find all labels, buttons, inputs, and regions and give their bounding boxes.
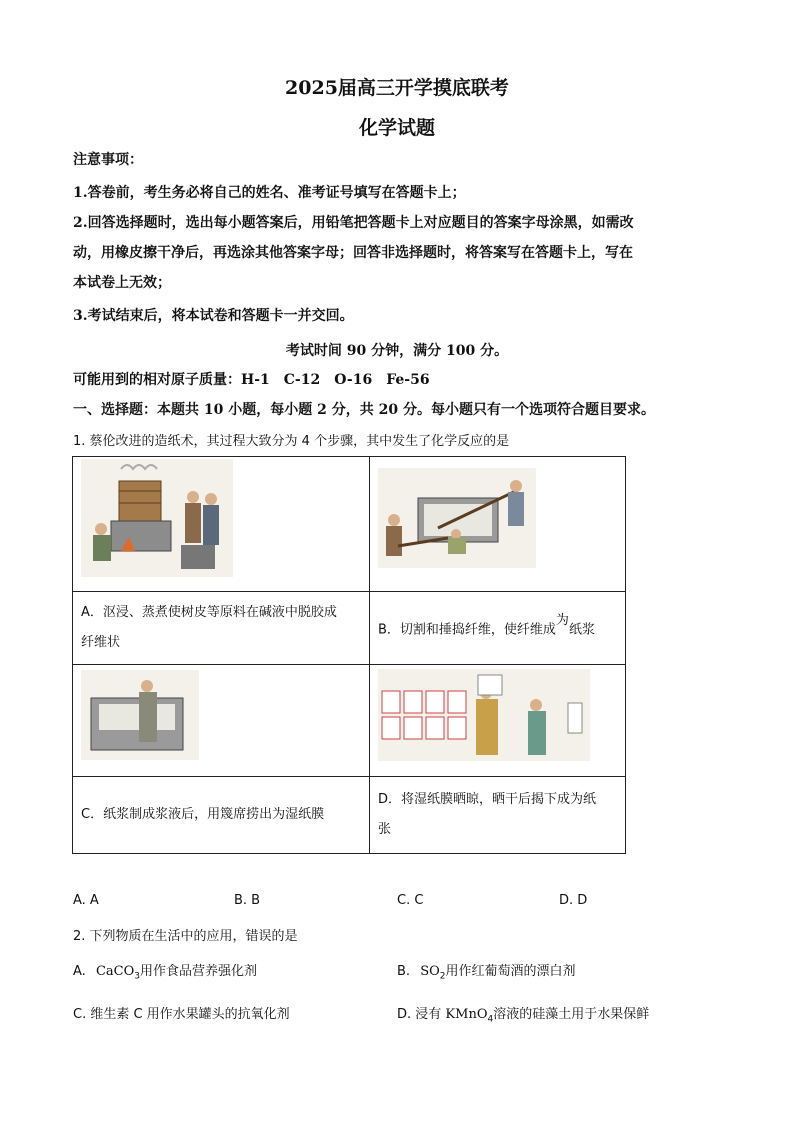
q2-option-a bbox=[73, 960, 257, 982]
q2-option-b bbox=[397, 960, 576, 982]
steaming-illustration bbox=[81, 459, 233, 577]
q1-option-c: C. C bbox=[397, 893, 424, 908]
pounding-illustration bbox=[378, 468, 536, 568]
cell-a-text-line-1: A．沤浸、蒸煮使树皮等原料在碱液中脱胶成 bbox=[81, 605, 337, 620]
image-cell-d bbox=[370, 665, 626, 777]
q2-d-sub: 4 bbox=[487, 1014, 494, 1025]
image-cell-c bbox=[73, 665, 370, 777]
option-cell-d bbox=[370, 777, 626, 854]
q2-d-formula: KMnO bbox=[445, 1007, 488, 1022]
scooping-illustration bbox=[81, 670, 199, 760]
q2-b-label: B. bbox=[397, 964, 411, 979]
exam-title: 2025届高三开学摸底联考 bbox=[285, 77, 509, 99]
exam-info: 考试时间 90 分钟，满分 100 分。 bbox=[285, 343, 509, 359]
notice-item-2-line-1: 2.回答选择题时，选出每小题答案后，用铅笔把答题卡上对应题目的答案字母涂黑，如需改 bbox=[73, 215, 634, 231]
cell-c-text: C．纸浆制成浆液后，用篾席捞出为湿纸膜 bbox=[81, 807, 325, 822]
q2-a-label: A. bbox=[73, 964, 86, 979]
option-cell-c bbox=[73, 777, 370, 854]
q2-a-formula: CaCO bbox=[95, 964, 135, 979]
notice-item-2-line-3: 本试卷上无效； bbox=[73, 275, 171, 291]
q2-b-text: 用作红葡萄酒的漂白剂 bbox=[445, 964, 576, 979]
atomic-masses: 可能用到的相对原子质量：H-1 C-12 O-16 Fe-56 bbox=[73, 372, 430, 388]
cell-d-text-line-1: D．将湿纸膜晒晾，晒干后揭下成为纸 bbox=[378, 792, 597, 807]
section-1-heading: 一、选择题：本题共 10 小题，每小题 2 分，共 20 分。每小题只有一个选项符合题目要求。 bbox=[73, 402, 655, 418]
drying-illustration bbox=[378, 669, 590, 761]
q2-d-label: D. 浸有 bbox=[397, 1007, 442, 1022]
notice-item-3: 3.考试结束后，将本试卷和答题卡一并交回。 bbox=[73, 308, 354, 324]
q1-option-b: B. B bbox=[234, 893, 261, 908]
cell-d-text-line-2: 张 bbox=[378, 822, 392, 837]
exam-subtitle: 化学试题 bbox=[358, 117, 435, 139]
option-cell-a bbox=[73, 592, 370, 665]
q2-a-sub: 3 bbox=[134, 971, 140, 982]
image-cell-a bbox=[73, 457, 370, 592]
q1-option-d: D. D bbox=[559, 893, 588, 908]
question-2-stem: 2. 下列物质在生活中的应用，错误的是 bbox=[73, 929, 298, 944]
image-cell-b bbox=[370, 457, 626, 592]
q2-option-c: C. 维生素 C 用作水果罐头的抗氧化剂 bbox=[73, 1007, 290, 1022]
cell-b-sup: 为 bbox=[555, 613, 569, 629]
q2-d-text: 溶液的硅藻土用于水果保鲜 bbox=[493, 1007, 650, 1022]
q1-option-a: A. A bbox=[73, 893, 99, 908]
q2-b-sub: 2 bbox=[439, 971, 446, 982]
notice-item-2-line-2: 动，用橡皮擦干净后，再选涂其他答案字母；回答非选择题时，将答案写在答题卡上，写在 bbox=[73, 245, 633, 261]
cell-b-text-end: 纸浆 bbox=[568, 622, 595, 638]
question-1-table bbox=[72, 456, 626, 854]
notice-item-1: 1.答卷前，考生务必将自己的姓名、准考证号填写在答题卡上； bbox=[73, 185, 466, 201]
q2-option-d bbox=[397, 1003, 649, 1025]
q2-b-formula: SO bbox=[420, 964, 440, 979]
notice-heading: 注意事项： bbox=[73, 152, 143, 168]
cell-b-text: B．切割和捶捣纤维，使纤维成 bbox=[378, 622, 556, 638]
option-cell-b bbox=[370, 592, 626, 665]
cell-a-text-line-2: 纤维状 bbox=[81, 635, 121, 650]
question-1-stem: 1. 蔡伦改进的造纸术，其过程大致分为 4 个步骤，其中发生了化学反应的是 bbox=[73, 434, 510, 449]
q2-a-text: 用作食品营养强化剂 bbox=[139, 964, 257, 979]
